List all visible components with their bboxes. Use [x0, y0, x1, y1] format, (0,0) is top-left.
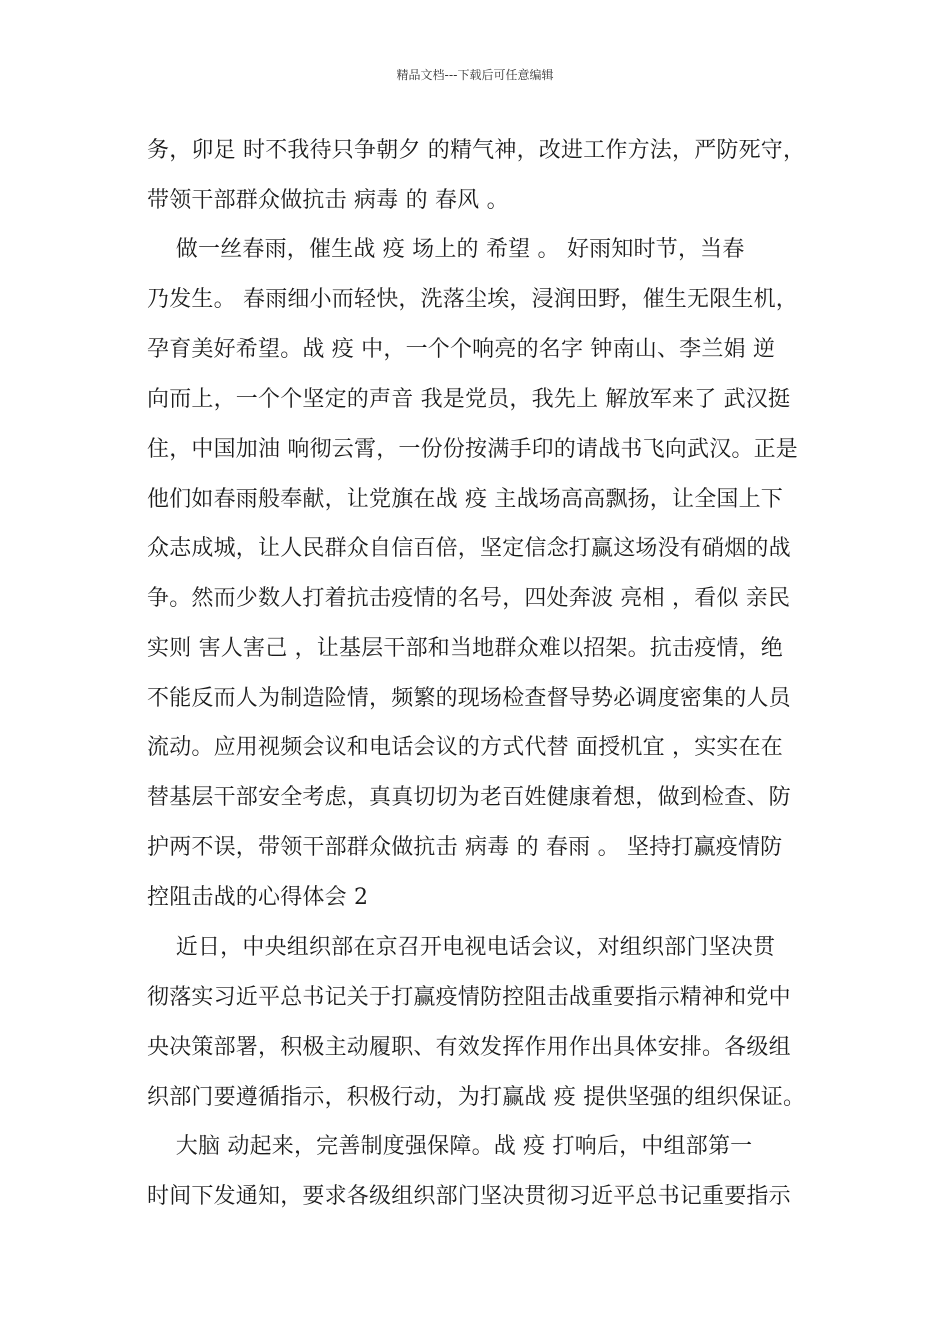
- text-line: 彻落实习近平总书记关于打赢疫情防控阻击战重要指示精神和党中: [147, 985, 791, 1010]
- text-line: 务，卯足 时不我待只争朝夕 的精气神，改进工作方法，严防死守，: [147, 138, 806, 163]
- text-line: 央决策部署，积极主动履职、有效发挥作用作出具体安排。各级组: [147, 1035, 791, 1060]
- text-line: 流动。应用视频会议和电话会议的方式代替 面授机宜 ，实实在在: [147, 735, 783, 760]
- text-line: 孕育美好希望。战 疫 中，一个个响亮的名字 钟南山、李兰娟 逆: [147, 337, 776, 362]
- text-line: 大脑 动起来，完善制度强保障。战 疫 打响后，中组部第一: [147, 1134, 753, 1159]
- text-line: 替基层干部安全考虑，真真切切为老百姓健康着想，做到检查、防: [147, 785, 791, 810]
- text-line: 众志成城，让人民群众自信百倍，坚定信念打赢这场没有硝烟的战: [147, 536, 791, 561]
- text-line: 争。然而少数人打着抗击疫情的名号，四处奔波 亮相 ，看似 亲民: [147, 586, 791, 611]
- text-line: 住，中国加油 响彻云霄，一份份按满手印的请战书飞向武汉。正是: [147, 437, 798, 462]
- text-line: 实则 害人害己 ，让基层干部和当地群众难以招架。抗击疫情，绝: [147, 636, 783, 661]
- page-header: 精品文档---下载后可任意编辑: [396, 68, 554, 82]
- text-line: 带领干部群众做抗击 病毒 的 春风 。: [147, 188, 509, 213]
- text-line: 近日，中央组织部在京召开电视电话会议，对组织部门坚决贯: [147, 935, 776, 960]
- text-line: 乃发生。 春雨细小而轻快，洗落尘埃，浸润田野，催生无限生机，: [147, 287, 798, 312]
- text-line: 控阻击战的心得体会 2: [147, 885, 369, 910]
- text-line: 做一丝春雨，催生战 疫 场上的 希望 。 好雨知时节，当春: [147, 237, 745, 262]
- text-line: 不能反而人为制造险情，频繁的现场检查督导势必调度密集的人员: [147, 686, 791, 711]
- text-line: 时间下发通知，要求各级组织部门坚决贯彻习近平总书记重要指示: [147, 1184, 791, 1209]
- text-line: 他们如春雨般奉献，让党旗在战 疫 主战场高高飘扬，让全国上下: [147, 487, 783, 512]
- text-line: 织部门要遵循指示，积极行动，为打赢战 疫 提供坚强的组织保证。: [147, 1085, 806, 1110]
- text-line: 护两不误，带领干部群众做抗击 病毒 的 春雨 。 坚持打赢疫情防: [147, 835, 783, 860]
- text-line: 向而上，一个个坚定的声音 我是党员，我先上 解放军来了 武汉挺: [147, 387, 791, 412]
